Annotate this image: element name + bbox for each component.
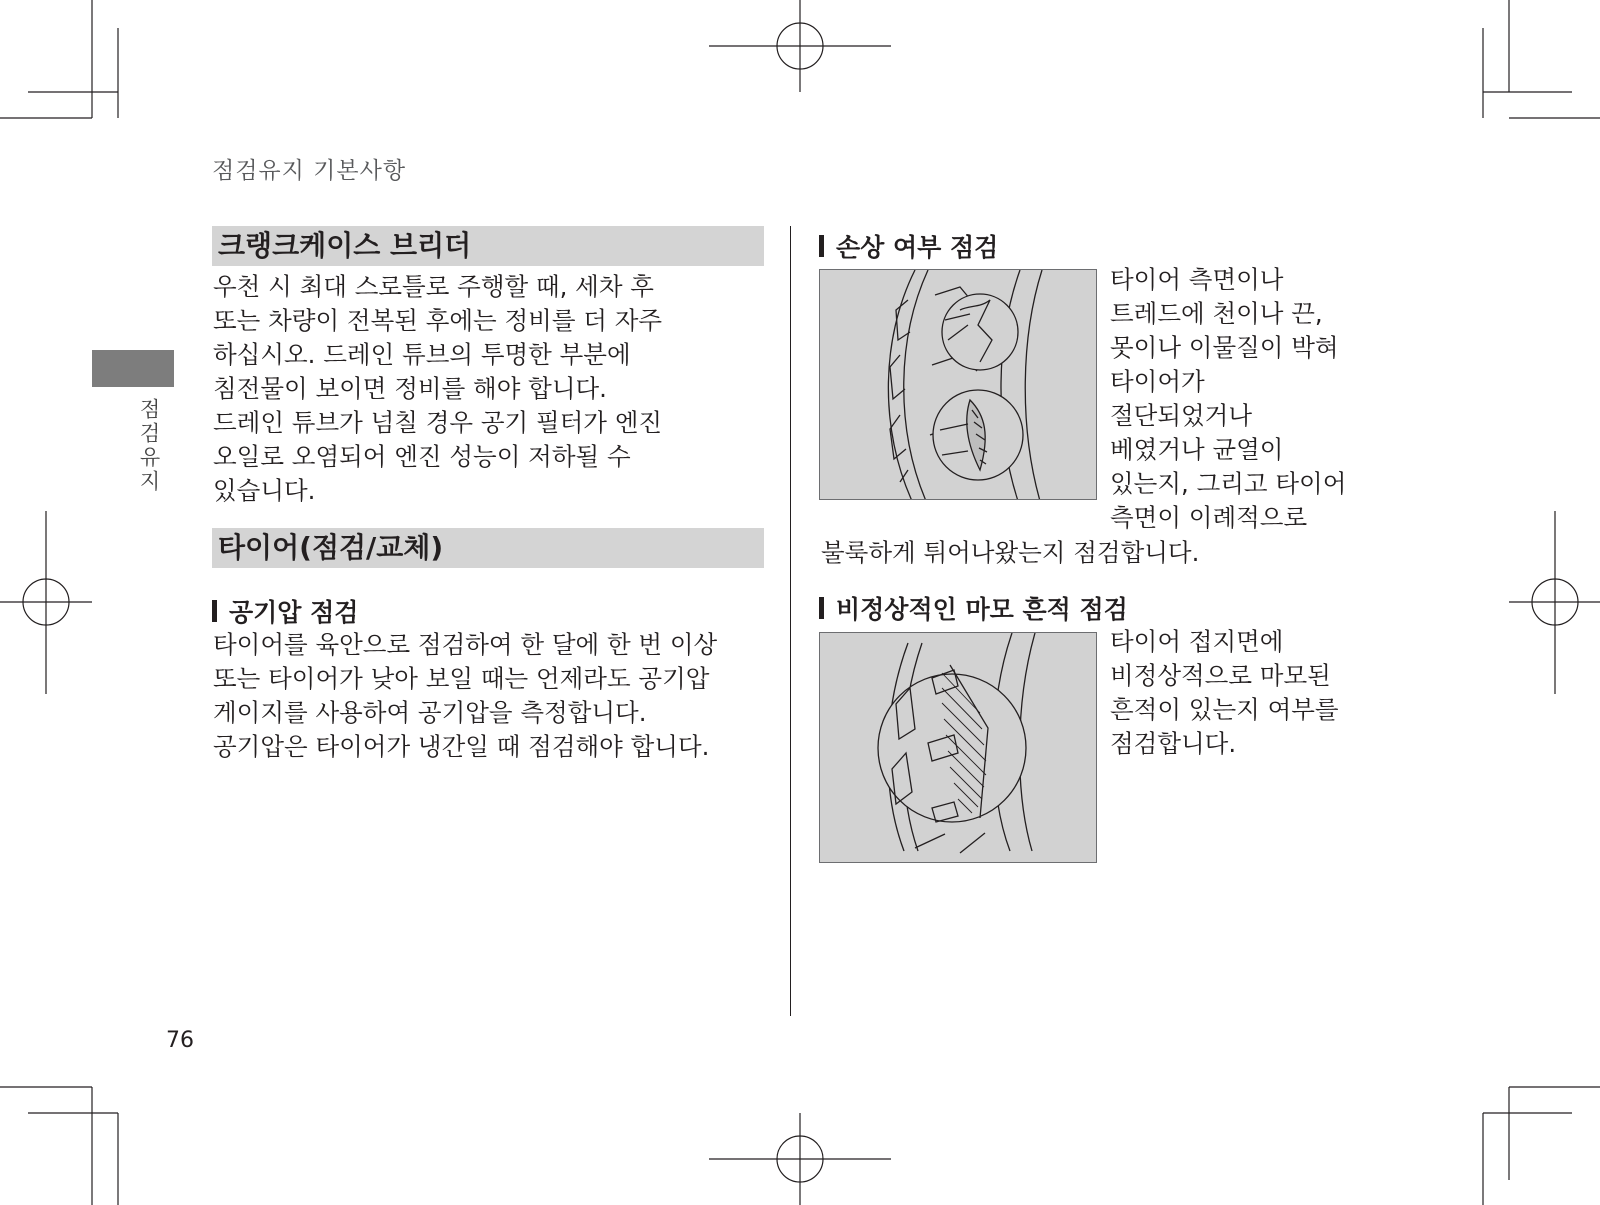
crankcase-breather-body: 우천 시 최대 스로틀로 주행할 때, 세차 후 또는 차량이 전복된 후에는 정비를 더 자주 하십시오. 드레인 튜브의 투명한 부분에 침전물이 보이면 정비를 해야 합니다. 드레인 튜브가 넘칠 경우 공기 필터가 엔진 오일로 오염되어 엔진 성능이 저하될 수 있습니다. (213, 272, 663, 505)
heading-bullet (819, 597, 824, 619)
tire-wear-figure (819, 632, 1097, 863)
heading-bullet (819, 235, 824, 257)
air-pressure-body: 타이어를 육안으로 점검하여 한 달에 한 번 이상 또는 타이어가 낮아 보일 때는 언제라도 공기압 게이지를 사용하여 공기압을 측정합니다. 공기압은 타이어가 냉간일 때 점검해야 합니다. (213, 630, 718, 761)
subheading-air-pressure-text: 공기압 점검 (229, 598, 359, 627)
subheading-wear-check (819, 590, 1128, 626)
subheading-damage-check (819, 228, 998, 264)
damage-check-body-full: 불룩하게 튀어나왔는지 점검합니다. (821, 538, 1200, 567)
heading-bullet (212, 600, 217, 622)
subheading-air-pressure (212, 593, 358, 629)
tire-damage-figure (819, 269, 1097, 500)
page-header-title: 점검유지 기본사항 (212, 158, 407, 184)
page-number: 76 (166, 1028, 194, 1053)
subheading-wear-check-text: 비정상적인 마모 흔적 점검 (836, 595, 1128, 624)
side-tab-marker (92, 350, 174, 387)
side-tab-label: 점검유지 (137, 398, 161, 494)
section-title-tires: 타이어(점검/교체) (212, 528, 764, 568)
tire-damage-illustration (820, 270, 1097, 500)
wear-check-body-side: 타이어 접지면에 비정상적으로 마모된 흔적이 있는지 여부를 점검합니다. (1110, 627, 1339, 758)
subheading-damage-check-text: 손상 여부 점검 (836, 233, 999, 262)
tire-wear-illustration (820, 633, 1097, 863)
column-divider (790, 226, 791, 1016)
section-title-crankcase-breather: 크랭크케이스 브리더 (212, 226, 764, 266)
damage-check-body-side: 타이어 측면이나 트레드에 천이나 끈, 못이나 이물질이 박혀 타이어가 절단되었거나 베였거나 균열이 있는지, 그리고 타이어 측면이 이례적으로 (1110, 265, 1347, 532)
